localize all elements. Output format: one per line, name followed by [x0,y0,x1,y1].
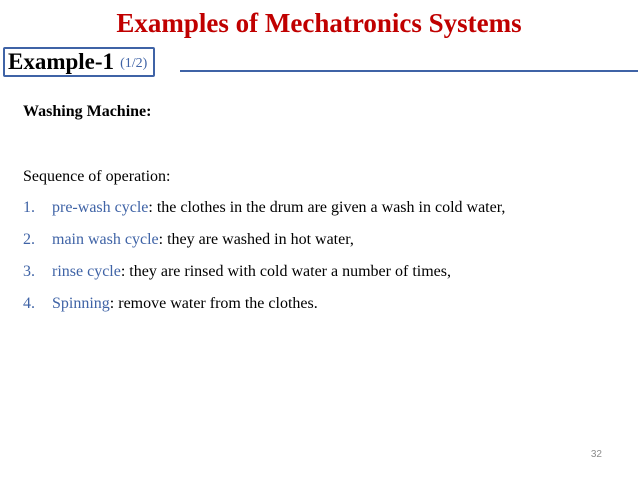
example-label: Example-1 [8,49,115,74]
step-number: 4. [23,295,35,312]
step-item [23,197,505,229]
step-item [23,229,505,261]
step-item [23,293,505,325]
example-label-box [3,47,155,77]
slide-body [23,101,506,312]
step-text: : remove water from the clothes. [109,295,318,312]
section-heading: Washing Machine: [23,103,152,120]
step-body [52,261,451,293]
sequence-intro: Sequence of operation: [23,168,171,185]
step-body [52,293,318,325]
step-term: pre-wash cycle [52,199,149,216]
step-text: : they are washed in hot water, [158,231,354,248]
step-text: : they are rinsed with cold water a number of times, [120,263,451,280]
step-body [52,229,354,261]
step-item [23,261,505,293]
step-number: 3. [23,263,35,280]
operation-steps-list [23,197,505,325]
step-term: main wash cycle [52,231,159,248]
step-term: Spinning [52,295,110,312]
page-number: 32 [590,449,602,460]
slide-title: Examples of Mechatronics Systems [116,8,522,38]
step-number: 1. [23,199,35,216]
step-body [52,197,505,229]
step-term: rinse cycle [52,263,121,280]
step-number: 2. [23,231,35,248]
header-divider [180,70,638,72]
step-text: : the clothes in the drum are given a wash in cold water, [148,199,506,216]
example-part-indicator: (1/2) [120,56,148,71]
